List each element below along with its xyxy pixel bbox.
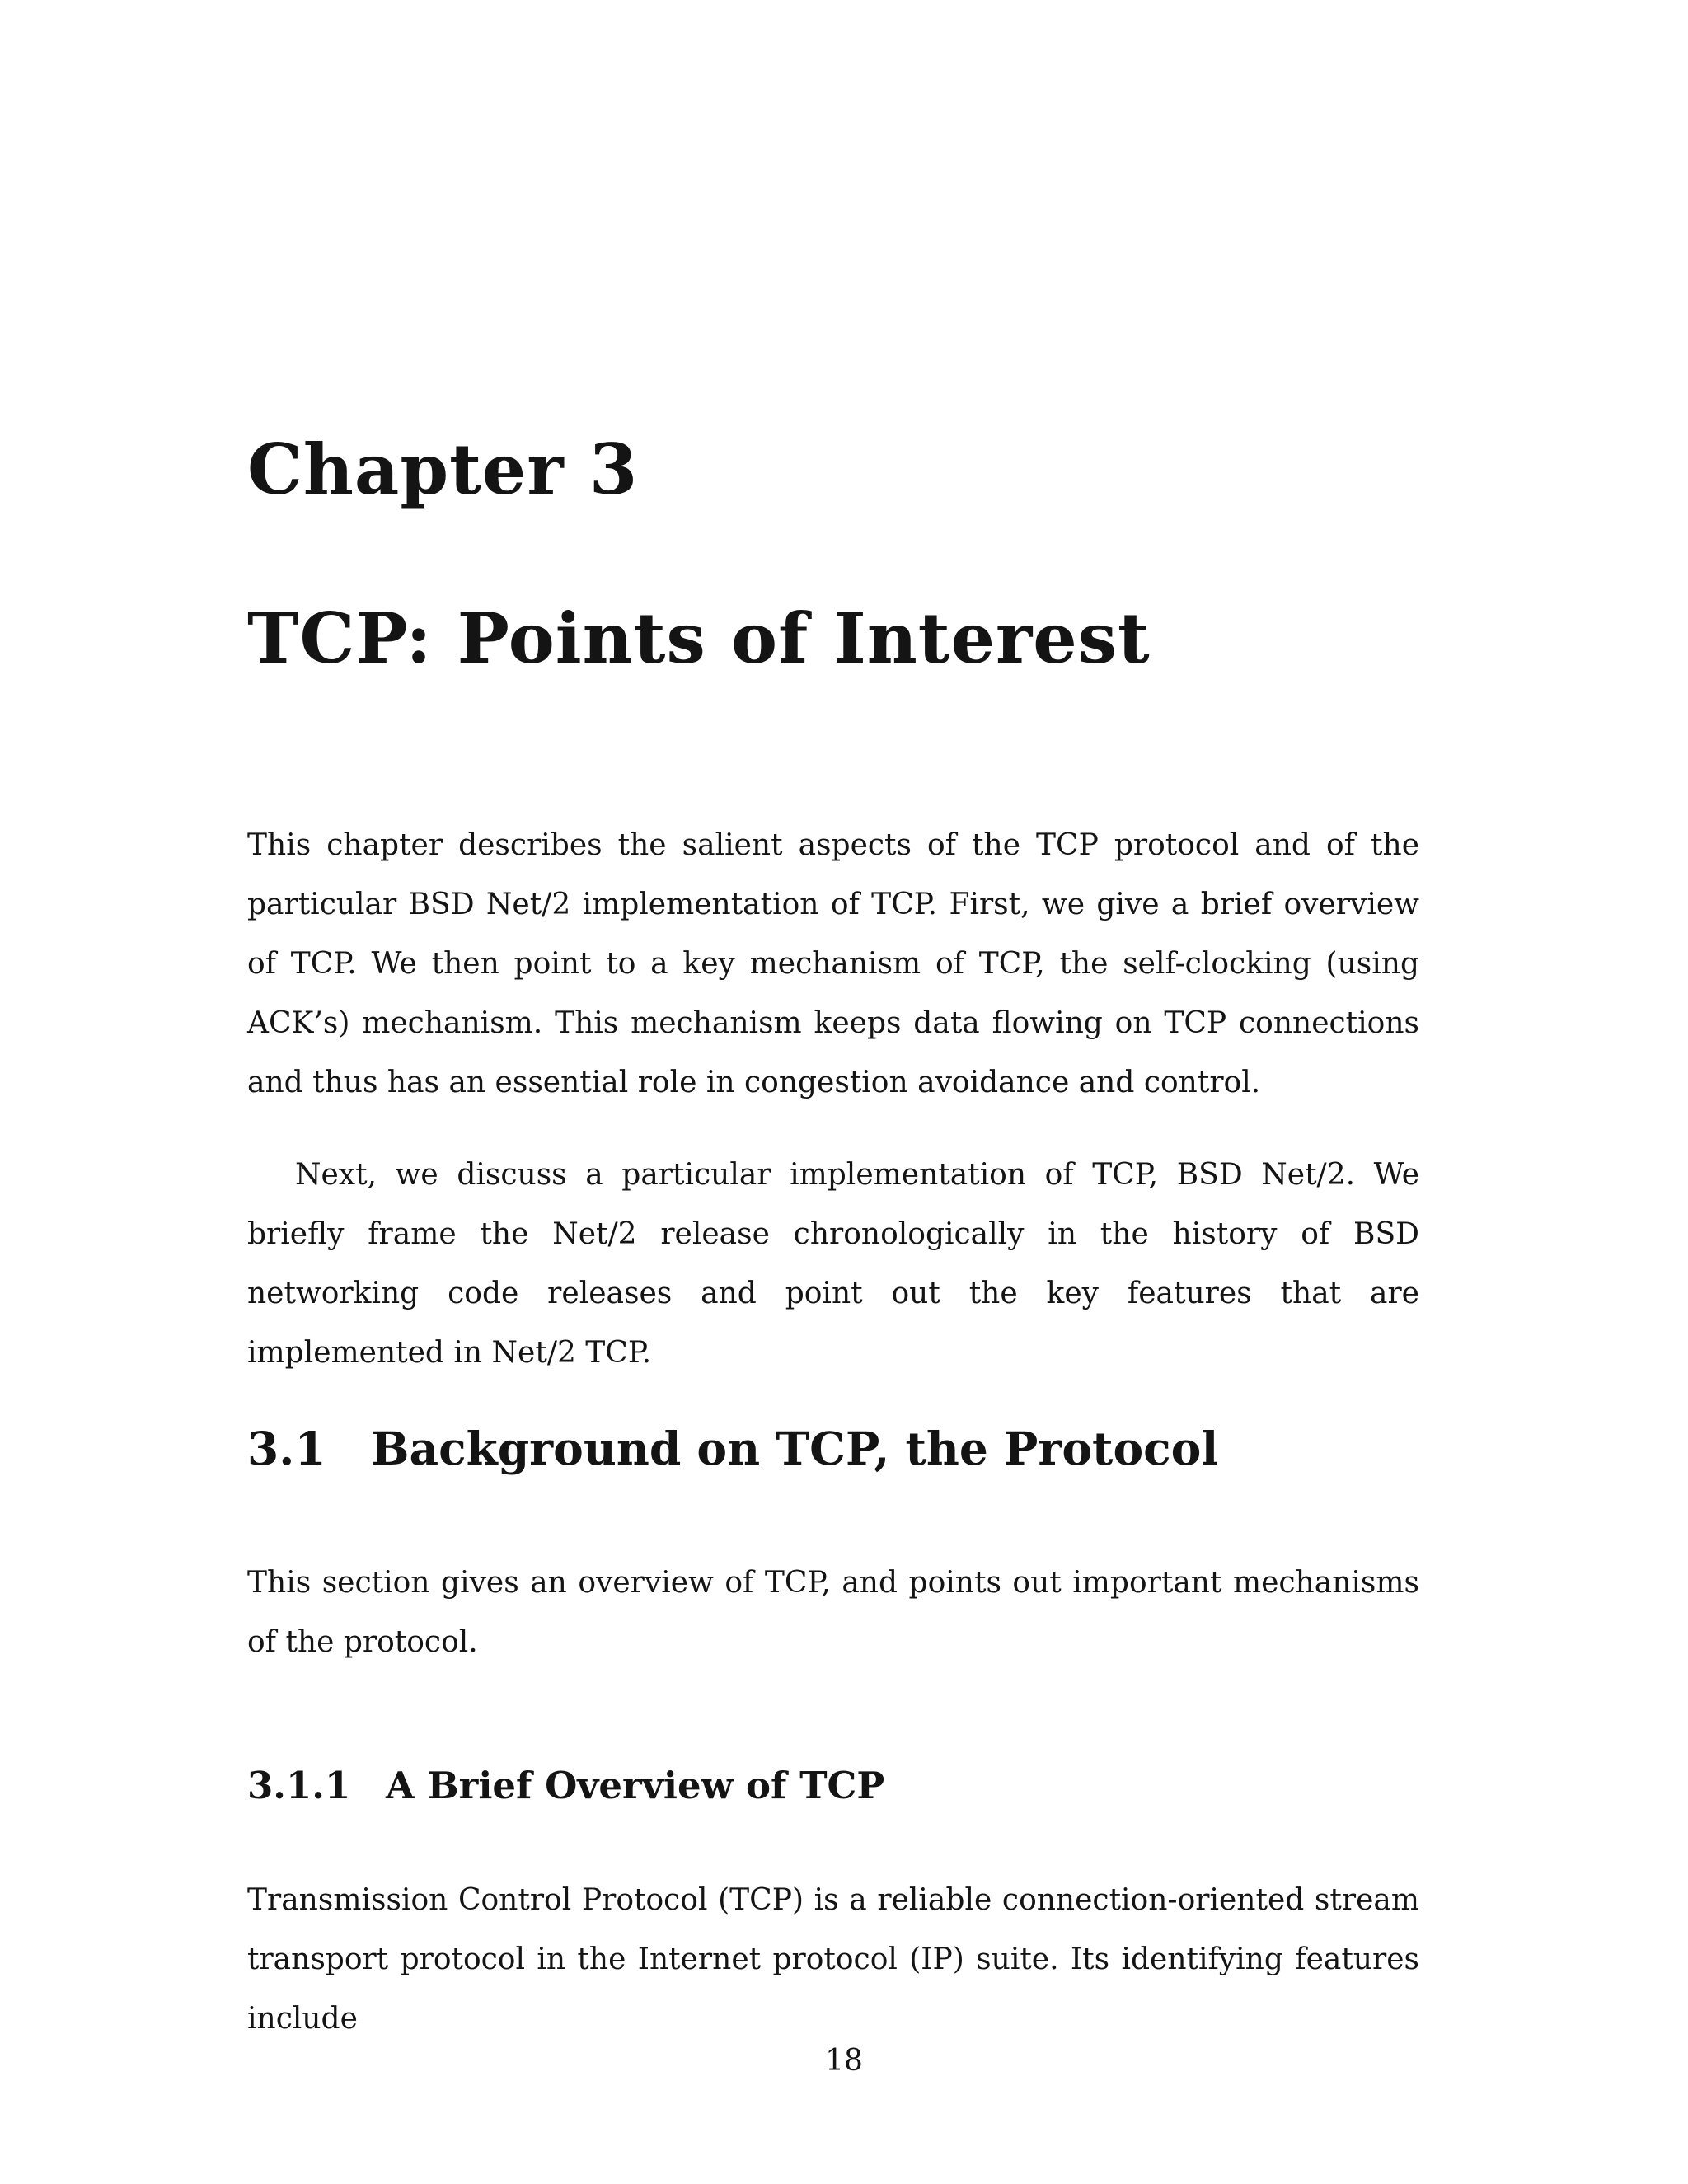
subsection-paragraph: Transmission Control Protocol (TCP) is a reliable connection-oriented stream transport protocol in the Internet protocol (IP) suite. Its identifying features include [247,1883,1419,2036]
intro-paragraph: This chapter describes the salient aspects of the TCP protocol and of the particular BSD Net/2 implementation of TCP. First, we give a brief overview of TCP. We then point to a key mechanism of TCP, the self-clocking (using ACK’s) mechanism. This mechanism keeps data flowing on TCP connections and thus has an essential role in congestion avoidance and control. [247,828,1419,1099]
section-paragraph: This section gives an overview of TCP, and points out important mechanisms of the protocol. [247,1566,1419,1659]
chapter-title: TCP: Points of Interest [247,598,1151,679]
chapter-label: Chapter 3 [247,429,639,510]
intro-paragraph: Next, we discuss a particular implementation of TCP, BSD Net/2. We briefly frame the Net/2 release chronologically in the history of BSD networking code releases and point out the key features that are implemented in Net/2 TCP. [247,1158,1419,1370]
subsection-title: A Brief Overview of TCP [386,1764,885,1807]
subsection-number: 3.1.1 [247,1764,351,1807]
page-number: 18 [825,2044,863,2078]
section-heading [247,1422,1218,1475]
section-title: Background on TCP, the Protocol [371,1422,1219,1475]
section-number: 3.1 [247,1422,326,1475]
subsection-heading [247,1764,884,1807]
